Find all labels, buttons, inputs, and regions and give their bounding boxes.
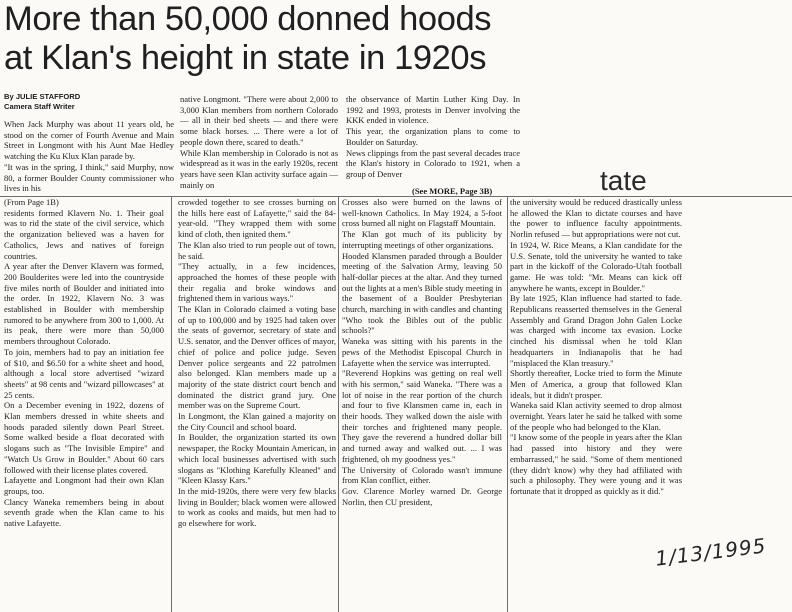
handwritten-date: 1/13/1995: [653, 533, 768, 571]
headline-line-1: More than 50,000 donned hoods: [4, 0, 492, 38]
top-column-3: the observance of Martin Luther King Day. In 1992 and 1993, protests in Denver involving the KKK ended in violence. This year, the organization plans to come to Boulder on Saturday. News clippings from the past several decades trace the Klan's history in Colorado to 1921, when a group of Denver: [346, 94, 520, 179]
byline: [4, 92, 174, 112]
bottom-column-4: the university would be reduced drastically unless he allowed the Klan to dictate courses and have the power to influence faculty appointments. Norlin refused — but appropriations were not cut. In 1924, W. Rice Means, a Klan candidate for the U.S. Senate, told the university he wanted to take part in the kickoff of the Colorado-Utah football game. He was told: "Mr. Means can kick off anywhere he wants, except in Boulder." By late 1925, Klan influence had started to fade. Republicans reasserted themselves in the General Assembly and Grand Dragon John Galen Locke was charged with income tax evasion. Locke cinched his dismissal when he told Klan headquarters in Indianapolis that he had "misplaced the Klan treasury." Shortly thereafter, Locke tried to form the Minute Men of America, a group that followed Klan ideals, but it didn't prosper. Waneka said Klan activity seemed to drop almost overnight. Years later he said he talked with some of the people who had belonged to the Klan. "I know some of the people in years after the Klan had passed into history and they were embarrassed," he said. "Some of them mentioned (they didn't know) why they had affiliated with such a philosophy. They were young and it was fortunate that it dropped as quickly as it did.": [510, 197, 682, 496]
column-rule-3: [507, 197, 508, 612]
see-more-jump: (See MORE, Page 3B): [412, 186, 493, 196]
top-column-1: When Jack Murphy was about 11 years old, he stood on the corner of Fourth Avenue and Main Street in Longmont with his Aunt Mae Hedley watching the Ku Klux Klan parade by. "It was in the spring, I think," said Murphy, now 80, a former Boulder County commissioner who lives in his: [4, 119, 174, 194]
bottom-column-1: (From Page 1B) residents formed Klavern No. 1. Their goal was to rid the state of the civil service, which the organization believed was a haven for Catholics, Jews and natives of foreign countries. A year after the Denver Klavern was formed, 200 Boulderites were led into the countryside five miles north of Boulder and initiated into the order. In 1922, Klavern No. 3 was established in Boulder with membership rumored to be anywhere from 300 to 1,000. At its peak, there were more than 50,000 members throughout Colorado. To join, members had to pay an initiation fee of $10, and $6.50 for a white sheet and hood, although a local store advertised "wizard sheets" at 98 cents and "wizard pillowcases" at 25 cents. On a December evening in 1922, dozens of Klan members dressed in white sheets and hoods paraded silently down Pearl Street. Some walked beside a float decorated with slogans such as "The Invisible Empire" and "Watch Us Grow in Boulder." About 60 cars followed with their license plates covered. Lafayette and Longmont had their own Klan groups, too. Clancy Waneka remembers being in about seventh grade when the Klan came to his native Lafayette.: [4, 197, 164, 529]
bottom-column-2: crowded together to see crosses burning on the hills here east of Lafayette," said the 84-year-old. "They wrapped them with some kind of cloth, then ignited them." The Klan also tried to run people out of town, he said. "They actually, in a few incidences, approached the homes of these people with their regalia and broke windows and frightened them in various ways." The Klan in Colorado claimed a voting base of up to 100,000 and by 1925 had taken over the seats of governor, secretary of state and U.S. senator, and the Denver offices of mayor, chief of police and police judge. Seven Denver police sergeants and 22 patrolmen also belonged. Klan members made up a majority of the state district court bench and dominated the district grand jury. One member was on the Supreme Court. In Longmont, the Klan gained a majority on the City Council and school board. In Boulder, the organization started its own newspaper, the Rocky Mountain American, in which local businesses advertised with such slogans as "Klothing Karefully Kleaned" and "Kleen Klassy Kars." In the mid-1920s, there were very few blacks living in Boulder; black women were allowed to work as cooks and maids, but men had to go elsewhere for work.: [178, 197, 336, 529]
column-rule-1: [171, 197, 172, 612]
column-rule-2: [338, 197, 339, 612]
headline-line-2: at Klan's height in state in 1920s: [4, 39, 487, 77]
bottom-column-3: Crosses also were burned on the lawns of well-known Catholics. In May 1924, a 5-foot cross burned all night on Flagstaff Mountain. The Klan got much of its publicity by interrupting meetings of other organizations. Hooded Klansmen paraded through a Boulder meeting of the Salvation Army, leaving 50 half-dollar pieces at the altar. And they turned out the lights at a men's Bible study meeting in the basement of a Boulder Presbyterian church, marching in with candles and chanting "Who took the Bibles out of the public schools?" Waneka was sitting with his parents in the pews of the Methodist Episcopal Church in Lafayette when the service was interrupted. "Reverend Hopkins was getting on real well with his sermon," said Waneka. "There was a lot of noise in the rear portion of the church and four to five Klansmen came in, each in their hoods. They walked down the aisle with their torches and frightened many people. They gave the reverend a hundred dollar bill and turned away and walked out. ... I was frightened, oh my goodness yes." The University of Colorado wasn't immune from Klan conflict, either. Gov. Clarence Morley warned Dr. George Norlin, then CU president,: [342, 197, 502, 507]
byline-role: Camera Staff Writer: [4, 102, 75, 111]
clipping-fragment-text: tate: [600, 165, 647, 196]
top-column-2: native Longmont. "There were about 2,000 to 3,000 Klan members from northern Colorado — all in their bed sheets — and there were some black horses. ... There were a lot of people down there, scared to death." While Klan membership in Colorado is not as widespread as it was in the early 1920s, recent years have seen Klan activity surface again — mainly on: [180, 94, 338, 190]
headline: [4, 0, 604, 78]
byline-author: By JULIE STAFFORD: [4, 92, 81, 101]
